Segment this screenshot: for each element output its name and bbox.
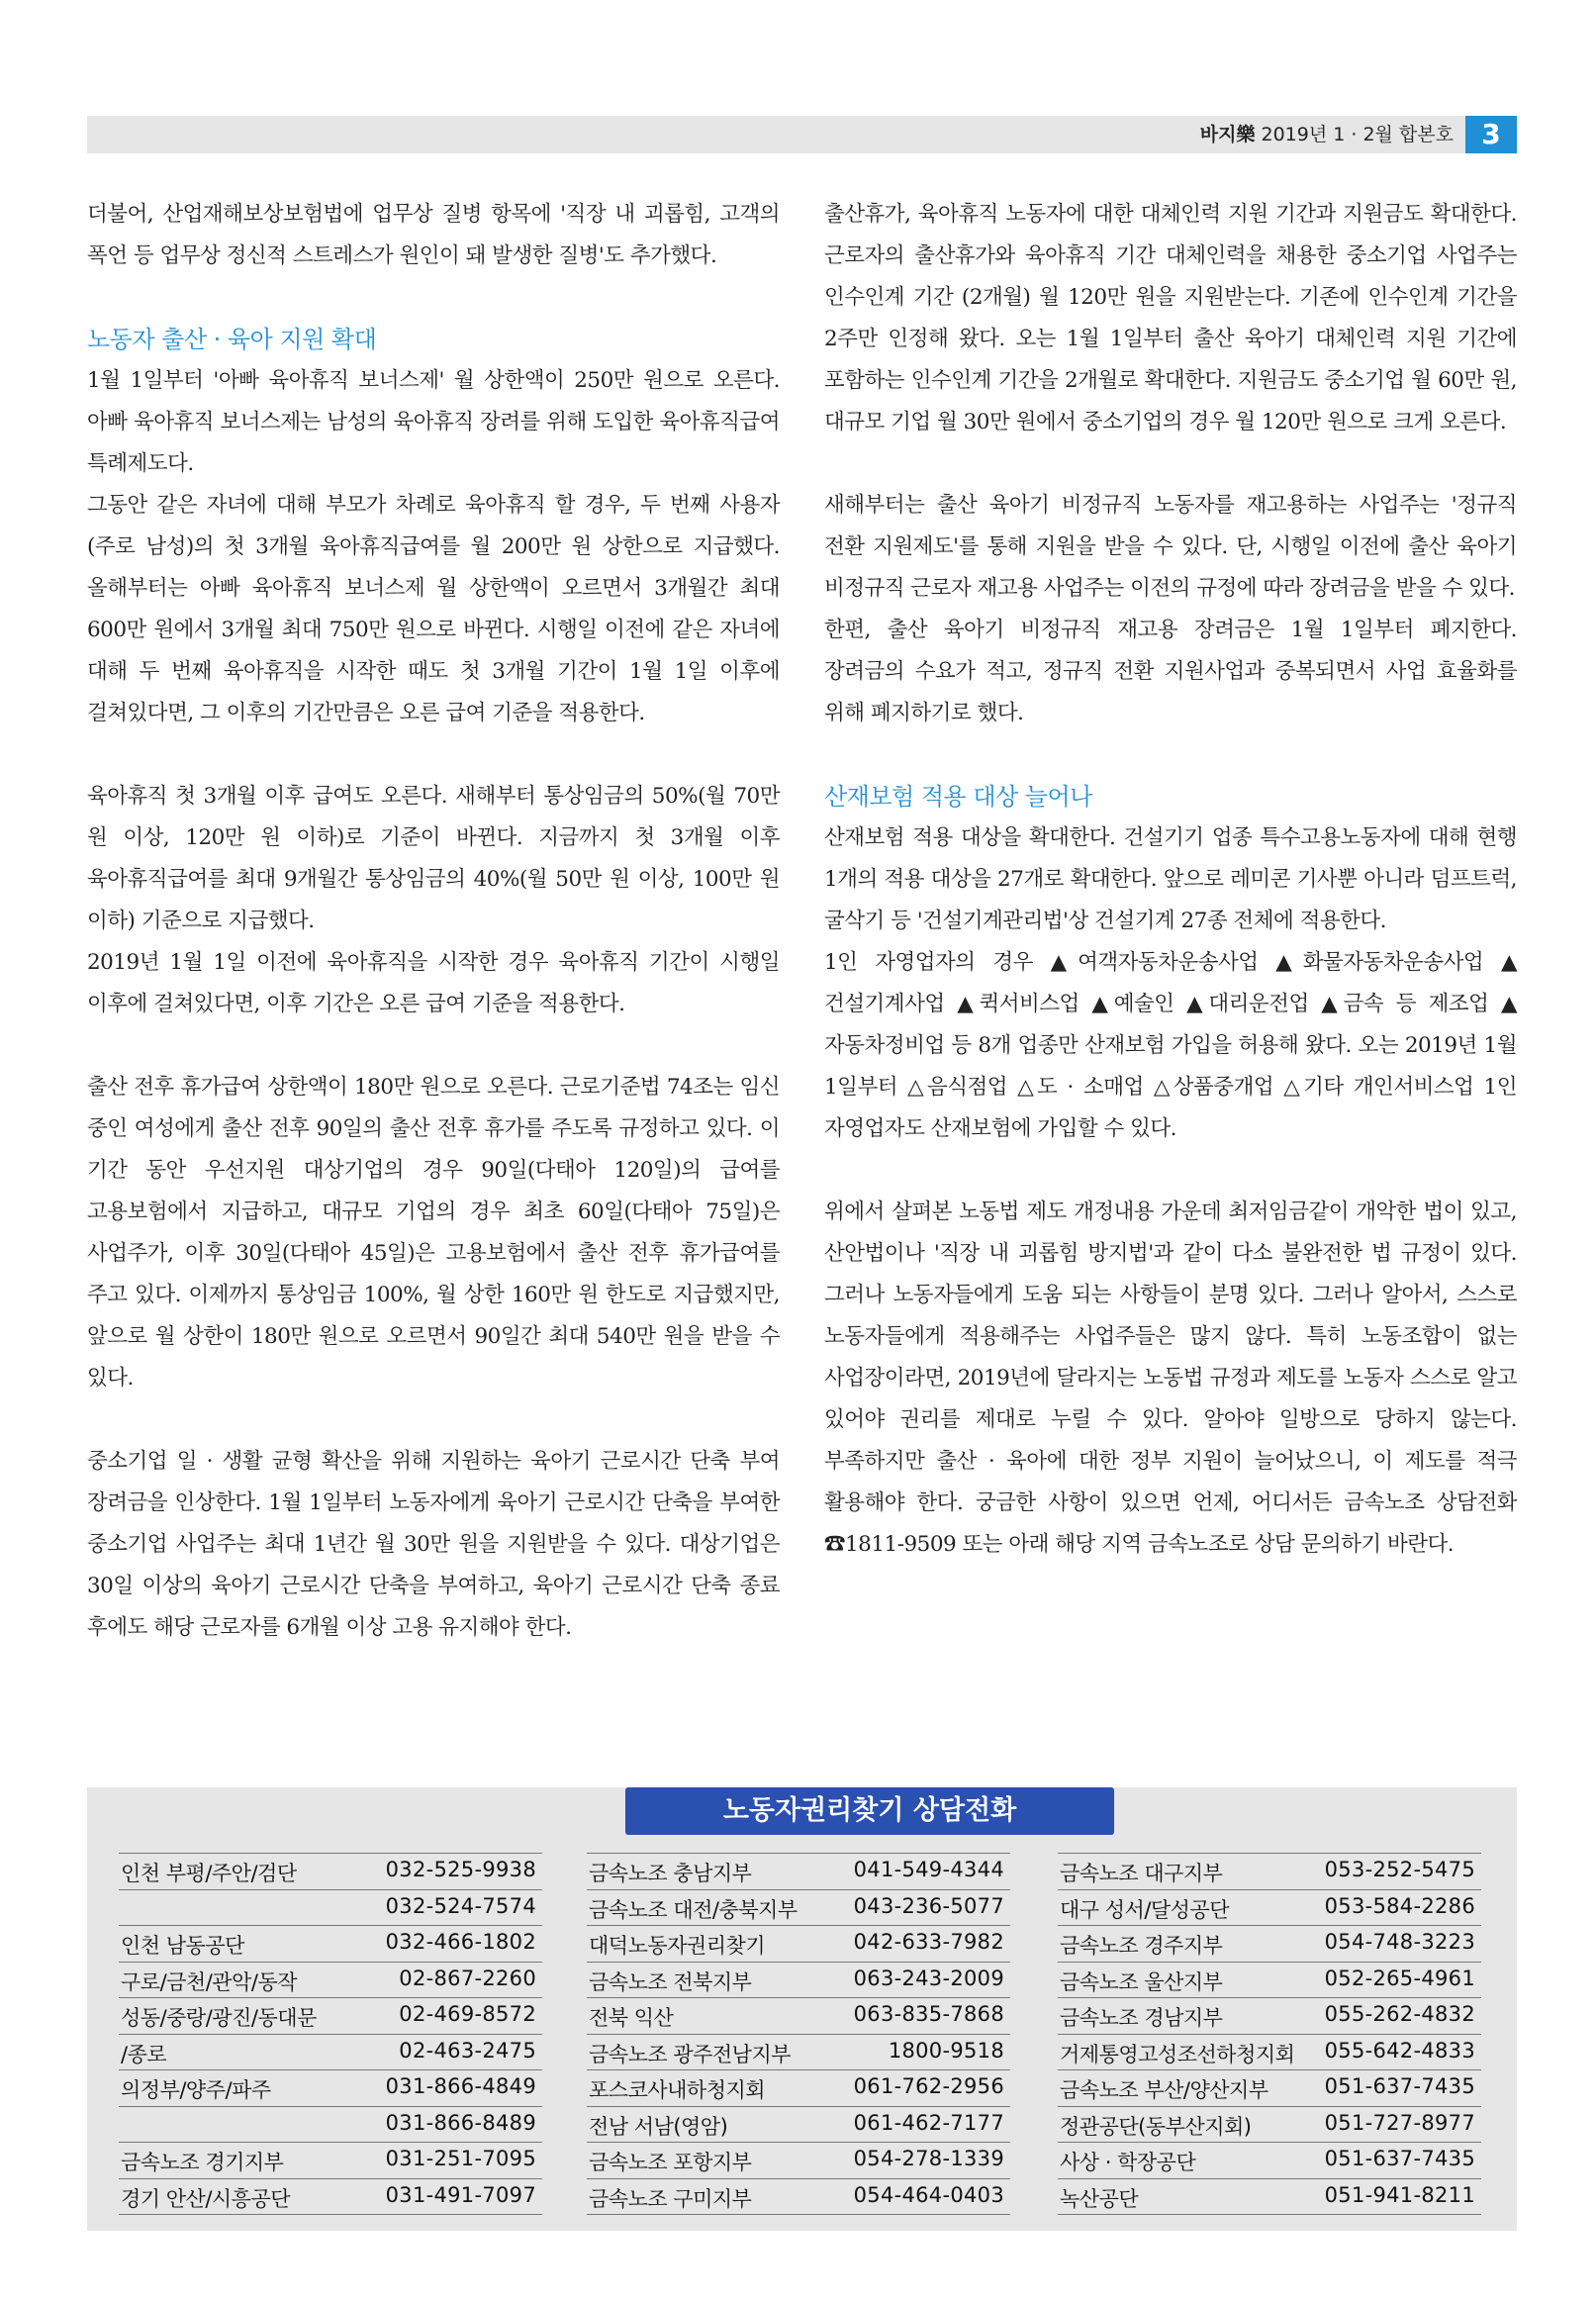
contact-row — [119, 2035, 542, 2071]
contact-phone: 051-941-8211 — [1324, 2182, 1475, 2207]
contact-name: 사상 · 학장공단 — [1060, 2151, 1196, 2174]
contact-name: 의정부/양주/파주 — [121, 2078, 271, 2102]
contact-name: 인천 부평/주안/검단 — [121, 1862, 297, 1885]
contact-row — [119, 2107, 542, 2144]
paragraph: 중소기업 일 · 생활 균형 확산을 위해 지원하는 육아기 근로시간 단축 부여 장려금을 인상한다. 1월 1일부터 노동자에게 육아기 근로시간 단축을 부여한 중소기업 사업주는 최대 1년간 월 30만 원을 지원받을 수 있다. 대상기업은 30일 이상의 육아기 근로시간 단축을 부여하고, 육아기 근로시간 단축 종료 후에도 해당 근로자를 6개월 이상 고용 유지해야 한다. — [87, 1449, 780, 1640]
contact-row — [1058, 1963, 1481, 1999]
contact-name: 인천 남동공단 — [121, 1934, 244, 1958]
contact-phone: 063-835-7868 — [853, 2002, 1004, 2026]
contact-name: 전북 익산 — [589, 2006, 674, 2030]
paragraph: 육아휴직 첫 3개월 이후 급여도 오른다. 새해부터 통상임금의 50%(월 70만 원 이상, 120만 원 이하)로 기준이 바뀐다. 지금까지 첫 3개월 이후 육아휴직급여를 최대 9개월간 통상임금의 40%(월 50만 원 이상, 100만 원 이하) 기준으로 지급했다. — [87, 784, 780, 933]
contact-phone: 02-867-2260 — [399, 1966, 536, 1990]
page-header — [87, 116, 1517, 153]
right-column — [824, 194, 1517, 1566]
contact-row — [587, 1890, 1010, 1927]
contact-phone: 052-265-4961 — [1324, 1966, 1475, 1990]
contact-name: 금속노조 대전/충북지부 — [589, 1897, 798, 1922]
contact-row — [587, 1926, 1010, 1963]
contact-phone: 053-252-5475 — [1324, 1858, 1475, 1881]
contact-phone: 02-463-2475 — [399, 2038, 536, 2063]
publication-name: 바지樂 — [1199, 124, 1256, 145]
contact-row — [119, 1998, 542, 2035]
contact-name: /종로 — [121, 2042, 167, 2066]
contact-phone: 043-236-5077 — [853, 1893, 1004, 1918]
paragraph: 새해부터는 출산 육아기 비정규직 노동자를 재고용하는 사업주는 '정규직 전환 지원제도'를 통해 지원을 받을 수 있다. 단, 시행일 이전에 출산 육아기 비정규직 근로자 재고용 사업주는 이전의 규정에 따라 장려금을 받을 수 있다. — [824, 493, 1517, 601]
contact-phone: 02-469-8572 — [399, 2002, 536, 2026]
contact-row — [119, 1963, 542, 1999]
contact-row — [1058, 1890, 1481, 1927]
contact-phone: 032-466-1802 — [385, 1930, 536, 1954]
contact-row — [1058, 2070, 1481, 2107]
contact-name: 금속노조 포항지부 — [589, 2151, 752, 2174]
contact-name: 금속노조 경남지부 — [1060, 2006, 1223, 2030]
contact-row — [587, 1998, 1010, 2035]
contact-column-3 — [1058, 1853, 1481, 2215]
contact-row — [119, 1853, 542, 1890]
contact-row — [1058, 1998, 1481, 2035]
contact-phone: 032-524-7574 — [385, 1893, 536, 1918]
contact-name: 금속노조 경기지부 — [121, 2151, 284, 2174]
contact-phone: 061-762-2956 — [853, 2074, 1004, 2098]
contact-phone: 031-491-7097 — [385, 2182, 536, 2207]
contact-phone: 055-642-4833 — [1324, 2038, 1475, 2063]
contact-row — [587, 2035, 1010, 2071]
contact-name: 거제통영고성조선하청지회 — [1060, 2042, 1295, 2066]
contact-row — [587, 2070, 1010, 2107]
contact-phone: 031-251-7095 — [385, 2147, 536, 2170]
contact-name: 전남 서남(영암) — [589, 2114, 728, 2139]
paragraph: 출산휴가, 육아휴직 노동자에 대한 대체인력 지원 기간과 지원금도 확대한다. 근로자의 출산휴가와 육아휴직 기간 대체인력을 채용한 중소기업 사업주는 인수인계 기간 (2개월) 월 120만 원을 지원받는다. 기존에 인수인계 기간을 2주만 인정해 왔다. 오는 1월 1일부터 출산 육아기 대체인력 지원 기간에 포함하는 인수인계 기간을 2개월로 확대한다. 지원금도 중소기업 월 60만 원, 대규모 기업 월 30만 원에서 중소기업의 경우 월 120만 원으로 크게 오른다. — [824, 202, 1517, 434]
contact-name: 경기 안산/시흥공단 — [121, 2186, 291, 2211]
contact-row — [119, 1890, 542, 1927]
contact-phone: 1800-9518 — [888, 2038, 1004, 2063]
contact-row — [1058, 2179, 1481, 2216]
paragraph: 한편, 출산 육아기 비정규직 재고용 장려금은 1월 1일부터 폐지한다. 장려금의 수요가 적고, 정규직 전환 지원사업과 중복되면서 사업 효율화를 위해 폐지하기로 했다. — [824, 618, 1517, 725]
paragraph: 더불어, 산업재해보상보험법에 업무상 질병 항목에 '직장 내 괴롭힘, 고객의 폭언 등 업무상 정신적 스트레스가 원인이 돼 발생한 질병'도 추가했다. — [87, 202, 780, 268]
contact-name: 금속노조 구미지부 — [589, 2186, 752, 2211]
contact-name: 정관공단(동부산지회) — [1060, 2114, 1252, 2139]
contact-phone: 041-549-4344 — [853, 1858, 1004, 1881]
contact-name: 포스코사내하청지회 — [589, 2078, 766, 2102]
contact-name: 금속노조 대구지부 — [1060, 1862, 1223, 1885]
contact-phone: 042-633-7982 — [853, 1930, 1004, 1954]
contact-directory-title: 노동자권리찾기 상담전화 — [625, 1787, 1114, 1835]
contact-row — [1058, 2143, 1481, 2179]
paragraph: 출산 전후 휴가급여 상한액이 180만 원으로 오른다. 근로기준법 74조는 임신 중인 여성에게 출산 전후 90일의 출산 전후 휴가를 주도록 규정하고 있다. 이 기간 동안 우선지원 대상기업의 경우 90일(다태아 120일)의 급여를 고용보험에서 지급하고, 대규모 기업의 경우 최초 60일(다태아 75일)은 사업주가, 이후 30일(다태아 45일)은 고용보험에서 출산 전후 휴가급여를 주고 있다. 이제까지 통상임금 100%, 월 상한 160만 원 한도로 지급했지만, 앞으로 월 상한이 180만 원으로 오르면서 90일간 최대 540만 원을 받을 수 있다. — [87, 1075, 780, 1391]
contact-row — [587, 2179, 1010, 2216]
contact-name: 금속노조 광주전남지부 — [589, 2042, 792, 2066]
contact-phone: 054-748-3223 — [1324, 1930, 1475, 1954]
contact-row — [1058, 2107, 1481, 2144]
contact-phone: 031-866-8489 — [385, 2110, 536, 2135]
contact-row — [119, 2179, 542, 2216]
contact-name: 금속노조 전북지부 — [589, 1969, 752, 1994]
contact-row — [119, 2070, 542, 2107]
contact-phone: 051-727-8977 — [1324, 2110, 1475, 2135]
contact-row — [587, 2107, 1010, 2144]
paragraph: 2019년 1월 1일 이전에 육아휴직을 시작한 경우 육아휴직 기간이 시행일 이후에 걸쳐있다면, 이후 기간은 오른 급여 기준을 적용한다. — [87, 950, 780, 1016]
contact-name: 성동/중랑/광진/동대문 — [121, 2006, 317, 2030]
contact-phone: 053-584-2286 — [1324, 1893, 1475, 1918]
contact-row — [1058, 1853, 1481, 1890]
paragraph: 1인 자영업자의 경우 ▲여객자동차운송사업 ▲화물자동차운송사업 ▲건설기계사업 ▲퀵서비스업 ▲예술인 ▲대리운전업 ▲금속 등 제조업 ▲자동차정비업 등 8개 업종만 산재보험 가입을 허용해 왔다. 오는 2019년 1월 1일부터 △음식점업 △도 · 소매업 △상품중개업 △기타 개인서비스업 1인 자영업자도 산재보험에 가입할 수 있다. — [824, 950, 1517, 1141]
contact-phone: 054-278-1339 — [853, 2147, 1004, 2170]
contact-phone: 054-464-0403 — [853, 2182, 1004, 2207]
contact-phone: 051-637-7435 — [1324, 2147, 1475, 2170]
paragraph: 산재보험 적용 대상을 확대한다. 건설기기 업종 특수고용노동자에 대해 현행 1개의 적용 대상을 27개로 확대한다. 앞으로 레미콘 기사뿐 아니라 덤프트럭, 굴삭기 등 '건설기계관리법'상 건설기계 27종 전체에 적용한다. — [824, 825, 1517, 933]
left-column — [87, 194, 780, 1649]
contact-name: 금속노조 울산지부 — [1060, 1969, 1223, 1994]
issue-info — [1200, 121, 1454, 148]
paragraph: 그동안 같은 자녀에 대해 부모가 차례로 육아휴직 할 경우, 두 번째 사용자(주로 남성)의 첫 3개월 육아휴직급여를 월 200만 원 상한으로 지급했다. 올해부터는 아빠 육아휴직 보너스제 월 상한액이 오르면서 3개월간 최대 600만 원에서 3개월 최대 750만 원으로 바뀐다. 시행일 이전에 같은 자녀에 대해 두 번째 육아휴직을 시작한 때도 첫 3개월 기간이 1월 1일 이후에 걸쳐있다면, 그 이후의 기간만큼은 오른 급여 기준을 적용한다. — [87, 493, 780, 725]
contact-name: 녹산공단 — [1060, 2186, 1139, 2211]
contact-name: 구로/금천/관악/동작 — [121, 1969, 298, 1994]
contact-phone: 031-866-4849 — [385, 2074, 536, 2098]
contact-name: 대덕노동자권리찾기 — [589, 1934, 766, 1958]
contact-row — [1058, 2035, 1481, 2071]
paragraph: 1월 1일부터 '아빠 육아휴직 보너스제' 월 상한액이 250만 원으로 오른다. 아빠 육아휴직 보너스제는 남성의 육아휴직 장려를 위해 도입한 육아휴직급여 특례제도다. — [87, 368, 780, 476]
section-heading: 산재보험 적용 대상 늘어나 — [824, 783, 1092, 811]
contact-row — [119, 1926, 542, 1963]
contact-phone: 063-243-2009 — [853, 1966, 1004, 1990]
contact-name: 금속노조 충남지부 — [589, 1862, 752, 1885]
contact-name: 금속노조 부산/양산지부 — [1060, 2078, 1268, 2102]
contact-column-1 — [119, 1853, 542, 2215]
section-heading: 노동자 출산 · 육아 지원 확대 — [87, 326, 377, 353]
contact-row — [1058, 1926, 1481, 1963]
contact-phone: 061-462-7177 — [853, 2110, 1004, 2135]
contact-name: 대구 성서/달성공단 — [1060, 1897, 1230, 1922]
issue-date: 2019년 1 · 2월 합본호 — [1261, 124, 1454, 145]
page-number: 3 — [1465, 116, 1517, 153]
contact-phone: 051-637-7435 — [1324, 2074, 1475, 2098]
contact-row — [587, 1853, 1010, 1890]
contact-row — [119, 2143, 542, 2179]
contact-phone: 055-262-4832 — [1324, 2002, 1475, 2026]
contact-column-2 — [587, 1853, 1010, 2215]
contact-directory — [87, 1787, 1517, 2231]
paragraph: 위에서 살펴본 노동법 제도 개정내용 가운데 최저임금같이 개악한 법이 있고, 산안법이나 '직장 내 괴롭힘 방지법'과 같이 다소 불완전한 법 규정이 있다. 그러나 노동자들에게 도움 되는 사항들이 분명 있다. 그러나 알아서, 스스로 노동자들에게 적용해주는 사업주들은 많지 않다. 특히 노동조합이 없는 사업장이라면, 2019년에 달라지는 노동법 규정과 제도를 노동자 스스로 알고 있어야 권리를 제대로 누릴 수 있다. 알아야 일방으로 당하지 않는다. 부족하지만 출산 · 육아에 대한 정부 지원이 늘어났으니, 이 제도를 적극 활용해야 한다. 궁금한 사항이 있으면 언제, 어디서든 금속노조 상담전화 ☎1811-9509 또는 아래 해당 지역 금속노조로 상담 문의하기 바란다. — [824, 1199, 1517, 1557]
contact-name: 금속노조 경주지부 — [1060, 1934, 1223, 1958]
contact-phone: 032-525-9938 — [385, 1858, 536, 1881]
contact-row — [587, 1963, 1010, 1999]
contact-row — [587, 2143, 1010, 2179]
